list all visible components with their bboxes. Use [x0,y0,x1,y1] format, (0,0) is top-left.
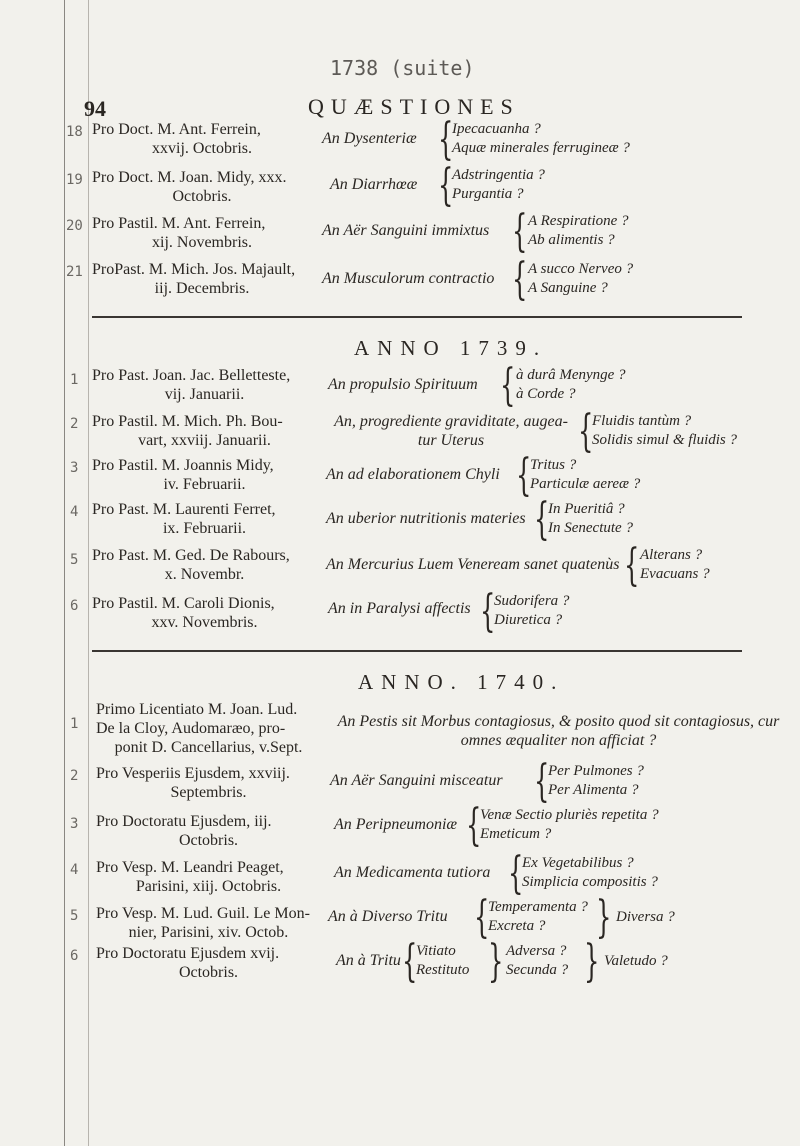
row-number: 4 [70,504,79,520]
row-number: 5 [70,908,79,924]
row-options: Alterans ? Evacuans ? [640,547,710,582]
closing-brace-icon: } [584,936,600,987]
row-number: 1 [70,372,79,388]
row-subject: Pro Pastil. M. Ant. Ferrein, xij. Novembris. [92,215,266,251]
margin-rule-inner [88,0,89,1146]
row-question: An Aër Sanguini misceatur [330,772,503,789]
row-subject: Pro Vesperiis Ejusdem, xxviij. Septembris. [96,765,290,801]
brace-icon: { [438,160,454,211]
row-options: à durâ Menynge ? à Corde ? [516,367,626,402]
section-year-heading: ANNO 1739. [354,336,548,360]
row-question: An Mercurius Luem Veneream sanet quatenùs [326,556,620,573]
brace-icon: { [512,206,528,257]
row-number: 20 [66,218,83,234]
row-question: An à Tritu [336,952,401,969]
brace-icon: { [438,114,454,165]
row-options: Adstringentia ? Purgantia ? [452,167,545,202]
section-divider [92,316,742,318]
row-subject: Pro Pastil. M. Mich. Ph. Bou- vart, xxviij. Januarii. [92,413,283,449]
closing-brace-icon: } [596,892,612,943]
section-year-heading: ANNO. 1740. [358,670,565,694]
row-options: Ex Vegetabilibus ? Simplicia compositis ? [522,855,658,890]
brace-icon: { [508,848,524,899]
brace-icon: { [534,756,550,807]
margin-rule-left [64,0,65,1146]
brace-icon: } [488,936,504,987]
row-question: An uberior nutritionis materies [326,510,526,527]
row-options: Vitiato Restituto [416,943,470,978]
row-options: Fluidis tantùm ? Solidis simul & fluidis ? [592,413,738,448]
row-number: 18 [66,124,83,140]
row-options: A Respiratione ? Ab alimentis ? [528,213,629,248]
row-options: Sudorifera ? Diuretica ? [494,593,570,628]
row-options-second: Adversa ? Secunda ? [506,943,569,978]
row-question: An à Diverso Tritu [328,908,448,925]
row-question: An Aër Sanguini immixtus [322,222,490,239]
row-number: 5 [70,552,79,568]
handwritten-note: 1738 (suite) [330,56,475,80]
row-subject: Pro Doctoratu Ejusdem xvij. Octobris. [96,945,280,981]
row-subject: ProPast. M. Mich. Jos. Majault, iij. Decembris. [92,261,296,297]
row-question: An in Paralysi affectis [328,600,471,617]
brace-icon: { [402,936,418,987]
row-question: An Diarrhœæ [330,176,418,193]
row-subject: Pro Past. Joan. Jac. Belletteste, vij. Januarii. [92,367,291,403]
brace-icon: { [512,254,528,305]
row-question: An Musculorum contractio [322,270,495,287]
row-question: An Peripneumoniæ [334,816,458,833]
brace-icon: { [474,892,490,943]
row-options: Tritus ? Particulæ aereæ ? [530,457,641,492]
row-question: An Pestis sit Morbus contagiosus, & posito quod sit contagiosus, cur omnes æqualiter non afficiat ? [337,713,780,749]
row-number: 6 [70,598,79,614]
row-subject: Pro Doct. M. Joan. Midy, xxx. Octobris. [92,169,287,205]
row-subject: Primo Licentiato M. Joan. Lud. De la Cloy, Audomaræo, pro- ponit D. Cancellarius, v.Sept. [96,701,303,756]
row-question: An ad elaborationem Chyli [326,466,500,483]
brace-icon: { [534,494,550,545]
row-subject: Pro Pastil. M. Joannis Midy, iv. Februarii. [92,457,274,493]
row-number: 6 [70,948,79,964]
brace-icon: { [624,540,640,591]
row-subject: Pro Past. M. Ged. De Rabours, x. Novembr. [92,547,290,583]
row-number: 19 [66,172,83,188]
row-subject: Pro Vesp. M. Leandri Peaget, Parisini, xiij. Octobris. [96,859,284,895]
row-subject: Pro Doctoratu Ejusdem, iij. Octobris. [96,813,272,849]
row-options: Ipecacuanha ? Aquæ minerales ferrugineæ ? [452,121,630,156]
row-subject: Pro Past. M. Laurenti Ferret, ix. Februarii. [92,501,276,537]
brace-icon: { [480,586,496,637]
brace-icon: { [516,450,532,501]
row-options: Temperamenta ? Excreta ? [488,899,588,934]
row-subject: Pro Doct. M. Ant. Ferrein, xxvij. Octobris. [92,121,261,157]
row-extra-option: Diversa ? [616,909,675,925]
row-options: Per Pulmones ? Per Alimenta ? [548,763,644,798]
row-number: 3 [70,460,79,476]
row-question: An Medicamenta tutiora [334,864,491,881]
row-options: Venæ Sectio pluriès repetita ? Emeticum ? [480,807,659,842]
row-question: An Dysenteriæ [322,130,417,147]
section-divider [92,650,742,652]
brace-icon: { [578,406,594,457]
row-number: 21 [66,264,83,280]
row-subject: Pro Vesp. M. Lud. Guil. Le Mon- nier, Parisini, xiv. Octob. [96,905,310,941]
row-options: A succo Nerveo ? A Sanguine ? [528,261,634,296]
brace-icon: { [500,360,516,411]
page-title: QUÆSTIONES [308,94,520,119]
row-subject: Pro Pastil. M. Caroli Dionis, xxv. Novembris. [92,595,275,631]
row-question: An propulsio Spirituum [328,376,478,393]
row-number: 3 [70,816,79,832]
row-options: In Pueritiâ ? In Senectute ? [548,501,633,536]
row-number: 2 [70,416,79,432]
row-number: 2 [70,768,79,784]
row-number: 1 [70,716,79,732]
row-question: An, progrediente graviditate, augea- tur Uterus [334,413,568,449]
row-extra-option: Valetudo ? [604,953,668,969]
brace-icon: { [466,800,482,851]
row-number: 4 [70,862,79,878]
page-number: 94 [84,96,106,121]
